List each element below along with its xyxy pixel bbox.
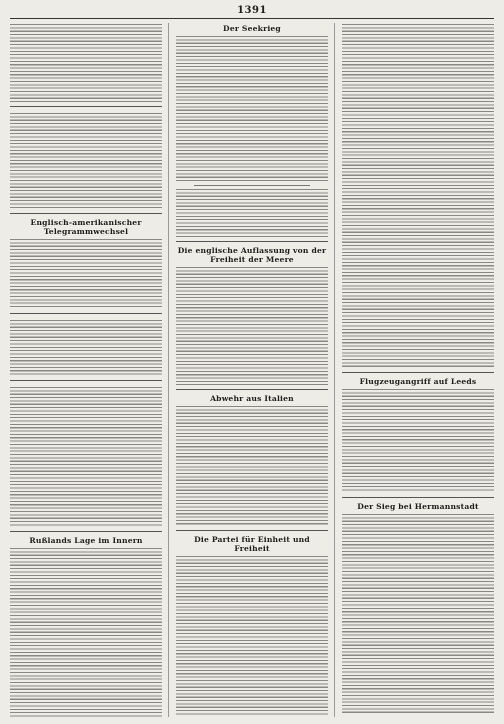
article-body-text [10,387,162,527]
column-2 [176,23,335,717]
article [176,530,328,717]
article-body-text [176,406,328,526]
article-body-text [342,389,494,493]
article-body-text [10,113,162,209]
separator-line [194,185,310,186]
article [176,24,328,237]
article-headline: Rußlands Lage im Innern [29,536,143,545]
article-body-text [176,267,328,385]
article [176,241,328,385]
article [10,24,162,102]
column-3 [342,23,494,717]
article [10,213,162,309]
article-body-text [176,556,328,717]
article-body-text [10,548,162,717]
article-headline: Abwehr aus Italien [210,394,294,403]
article-headline: Der Sieg bei Hermannstadt [357,502,479,511]
article [342,497,494,714]
article-headline: Die Partei für Einheit und Freiheit [194,535,310,553]
page-header [10,5,494,19]
article [10,531,162,717]
article-headline: Der Seekrieg [223,24,281,33]
article-body-text [342,24,494,368]
article [176,389,328,526]
column-1 [10,23,169,717]
article-body-text [10,320,162,376]
article [10,313,162,376]
page-number: 1391 [237,5,267,16]
columns [10,23,494,717]
article-headline: Die englische Auflassung von der Freiheit der Meere [177,246,327,264]
article [10,106,162,209]
article-body-text [176,189,328,237]
article-body-text [342,514,494,714]
article-body-text [176,36,328,182]
article-headline: Flugzeugangriff auf Leeds [359,377,477,386]
article-headline: Englisch-amerikanischer Telegrammwechsel [30,218,142,236]
article-body-text [10,24,162,102]
article-body-text [10,239,162,309]
article [10,380,162,527]
article [342,24,494,368]
article [342,372,494,493]
